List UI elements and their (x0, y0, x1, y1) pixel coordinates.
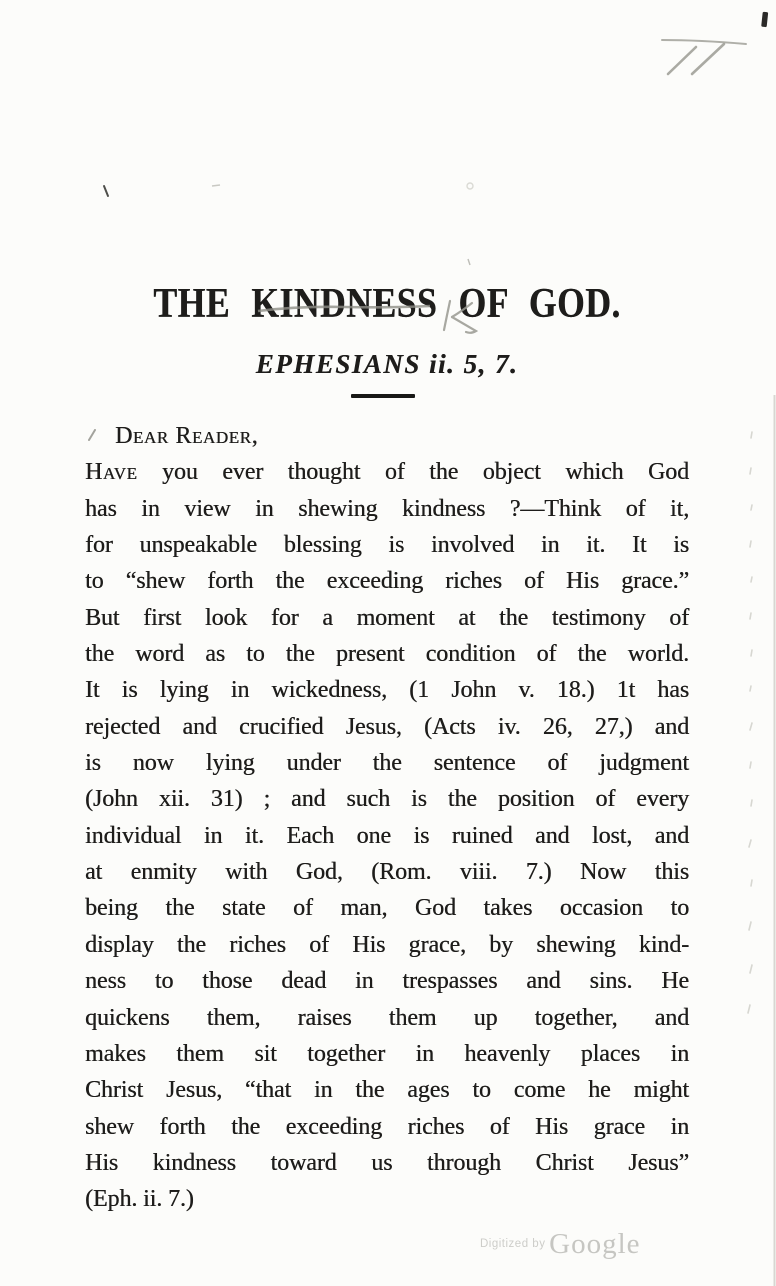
section-divider-rule (351, 394, 415, 398)
page-number-fragment-mark (761, 12, 768, 27)
text-line: display the riches of His grace, by shewing kind- (85, 931, 689, 958)
digitization-watermark (480, 1228, 641, 1261)
text-line: to “shew forth the exceeding riches of His grace.” (85, 568, 689, 595)
text-line: individual in it. Each one is ruined and lost, and (85, 822, 689, 849)
text-line: It is lying in wickedness, (1 John v. 18.) 1t has (85, 677, 689, 704)
text-line: is now lying under the sentence of judgment (85, 750, 689, 777)
text-line: ness to those dead in trespasses and sins. He (85, 968, 689, 995)
small-caps-word: Dear Reader, (115, 423, 259, 449)
text-line: Have you ever thought of the object which God (85, 459, 689, 486)
watermark-prefix: Digitized by (480, 1238, 550, 1250)
text-line: rejected and crucified Jesus, (Acts iv. 26, 27,) and (85, 713, 689, 740)
text-line: quickens them, raises them up together, and (85, 1004, 689, 1031)
right-edge-scan-streaks (748, 432, 752, 1013)
stray-speck-marks (104, 183, 473, 265)
text-line: But first look for a moment at the testimony of (85, 604, 689, 631)
text-line: makes them sit together in heavenly places in (85, 1040, 689, 1067)
text-line: (John xii. 31) ; and such is the position of every (85, 786, 689, 813)
text-line: (Eph. ii. 7.) (85, 1186, 194, 1213)
page-title: THE KINDNESS OF GOD. (153, 281, 621, 328)
text-line: has in view in shewing kindness ?—Think of it, (85, 495, 689, 522)
text-line: the word as to the present condition of the world. (85, 641, 689, 668)
text-line: being the state of man, God takes occasion to (85, 895, 689, 922)
text-line: Christ Jesus, “that in the ages to come he might (85, 1077, 689, 1104)
text-line: for unspeakable blessing is involved in it. It is (85, 532, 689, 559)
text-line (85, 418, 689, 454)
text-line: at enmity with God, (Rom. viii. 7.) Now this (85, 859, 689, 886)
text-line: His kindness toward us through Christ Jesus” (85, 1149, 689, 1176)
text-line: shew forth the exceeding riches of His grace in (85, 1113, 689, 1140)
pencil-scribble-77 (662, 40, 746, 74)
text-block (85, 418, 689, 1218)
small-caps-word: Have (85, 459, 138, 486)
google-logo: Google (549, 1228, 641, 1260)
scripture-reference: EPHESIANS ii. 5, 7. (255, 349, 519, 380)
